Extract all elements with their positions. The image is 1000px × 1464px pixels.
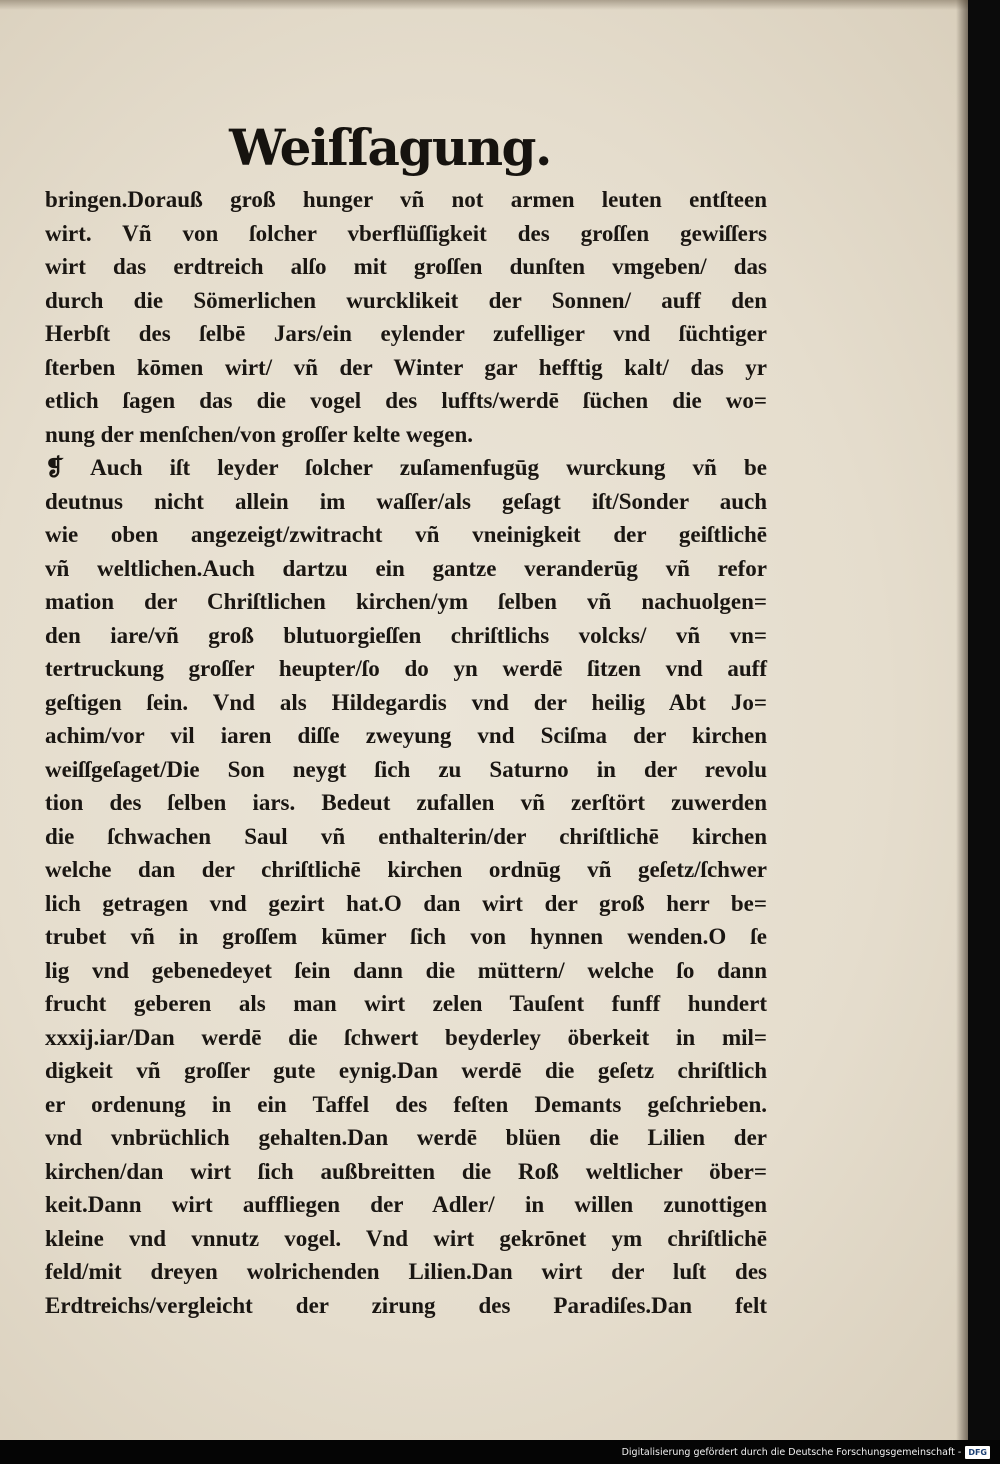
credit-text: Digitalisierung gefördert durch die Deutsche Forschungsgemeinschaft - <box>621 1446 962 1458</box>
text-line: tertruckung groſſer heupter/ſo do yn werdē ſitzen vnd auff <box>45 656 767 681</box>
text-line: Herbſt des ſelbē Jars/ein eylender zufelliger vnd ſüchtiger <box>45 321 767 346</box>
text-line: vñ weltlichen.Auch dartzu ein gantze veranderūg vñ refor <box>45 555 767 581</box>
text-line: ❡ Auch iſt leyder ſolcher zuſamenfugūg wurckung vñ be <box>45 455 767 480</box>
text-line: xxxij.iar/Dan werdē die ſchwert beyderley öberkeit in mil= <box>45 1024 767 1050</box>
text-line: mation der Chriſtlichen kirchen/ym ſelben vñ nachuolgen= <box>45 589 767 614</box>
text-line: kleine vnd vnnutz vogel. Vnd wirt gekrōnet ym chriſtlichē <box>45 1225 767 1251</box>
text-line: weiſſgeſaget/Die Son neygt ſich zu Saturno in der revolu <box>45 756 767 782</box>
text-line: trubet vñ in groſſem kūmer ſich von hynnen wenden.O ſe <box>45 924 767 949</box>
text-line: durch die Sömerlichen wurcklikeit der Sonnen/ auff den <box>45 287 767 313</box>
text-line: achim/vor vil iaren diſſe zweyung vnd Sciſma der kirchen <box>45 723 767 748</box>
text-line: die ſchwachen Saul vñ enthalterin/der chriſtlichē kirchen <box>45 823 767 849</box>
text-line: welche dan der chriſtlichē kirchen ordnūg vñ geſetz/ſchwer <box>45 857 767 882</box>
text-line: lich getragen vnd gezirt hat.O dan wirt der groß herr be= <box>45 890 767 916</box>
text-line: wirt. Vñ von ſolcher vberflüſſigkeit des groſſen gewiſſers <box>45 220 767 246</box>
text-line: ſterben kōmen wirt/ vñ der Winter gar hefftig kalt/ das yr <box>45 354 767 380</box>
running-head: Weiſſagung. <box>229 118 551 177</box>
text-line: wirt das erdtreich alſo mit groſſen dunſten vmgeben/ das <box>45 254 767 279</box>
text-line: Erdtreichs/vergleicht der zirung des Paradiſes.Dan felt <box>45 1292 767 1318</box>
text-line: kirchen/dan wirt ſich außbreitten die Roß weltlicher öber= <box>45 1158 767 1184</box>
text-line: nung der menſchen/von groſſer kelte wegen. <box>45 421 474 447</box>
text-line: keit.Dann wirt auffliegen der Adler/ in willen zunottigen <box>45 1192 767 1217</box>
text-line: etlich ſagen das die vogel des luffts/werdē ſüchen die wo= <box>45 388 767 413</box>
text-line: tion des ſelben iars. Bedeut zufallen vñ zerſtört zuwerden <box>45 790 767 815</box>
text-line: er ordenung in ein Taffel des feſten Demants geſchrieben. <box>45 1091 767 1117</box>
text-line: bringen.Dorauß groß hunger vñ not armen leuten entſteen <box>45 187 767 212</box>
text-line: geſtigen ſein. Vnd als Hildegardis vnd der heilig Abt Jo= <box>45 689 767 715</box>
text-line: feld/mit dreyen wolrichenden Lilien.Dan wirt der luſt des <box>45 1259 767 1284</box>
text-line: den iare/vñ groß blutuorgieſſen chriſtlichs volcks/ vñ vn= <box>45 622 767 648</box>
text-line: digkeit vñ groſſer gute eynig.Dan werdē die geſetz chriſtlich <box>45 1058 767 1083</box>
text-block <box>45 183 767 1322</box>
text-line: vnd vnbrüchlich gehalten.Dan werdē blüen die Lilien der <box>45 1125 767 1150</box>
text-line: frucht geberen als man wirt zelen Tauſent funff hundert <box>45 991 767 1016</box>
text-line: lig vnd gebenedeyet ſein dann die müttern/ welche ſo dann <box>45 957 767 983</box>
text-line: wie oben angezeigt/zwitracht vñ vneinigkeit der geiſtlichē <box>45 522 767 547</box>
text-line: deutnus nicht allein im waſſer/als geſagt iſt/Sonder auch <box>45 488 767 514</box>
digitization-credit <box>622 1442 990 1462</box>
dfg-logo-icon: DFG <box>965 1446 990 1459</box>
